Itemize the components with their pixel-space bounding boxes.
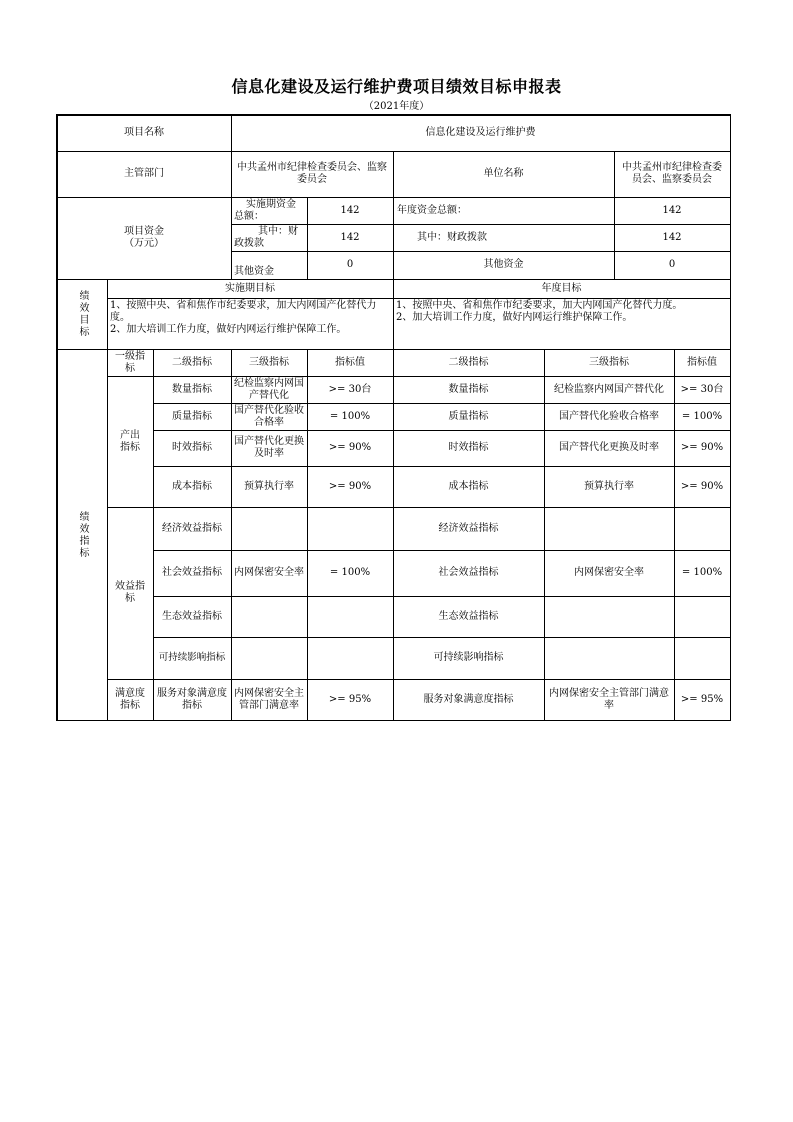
annual-fiscal-label: 其中：财政拨款 bbox=[417, 231, 487, 243]
row8-level3 bbox=[231, 637, 307, 679]
row4-value: >= 90% bbox=[328, 480, 372, 492]
border-v bbox=[307, 349, 308, 721]
period-goal-header: 实施期目标 bbox=[225, 282, 275, 294]
border-v bbox=[393, 279, 394, 721]
row3-level2-annual: 时效指标 bbox=[448, 442, 489, 453]
row8-value-annual bbox=[674, 637, 730, 679]
row7-level2: 生态效益指标 bbox=[162, 610, 222, 622]
row6-value-annual: = 100% bbox=[681, 567, 723, 578]
row5-level3-annual bbox=[544, 507, 674, 550]
row2-level2-annual: 质量指标 bbox=[448, 410, 489, 422]
page-title: 信息化建设及运行维护费项目绩效目标申报表 bbox=[231, 77, 562, 96]
row1-level3-annual: 纪检监察内网国产替代化 bbox=[554, 383, 664, 395]
border-h bbox=[153, 637, 730, 638]
period-fiscal-label: 其中：财政拨款 bbox=[234, 226, 298, 249]
header-level3-annual: 三级指标 bbox=[589, 356, 629, 368]
row8-level2-annual: 可持续影响指标 bbox=[433, 652, 504, 663]
border-h bbox=[107, 376, 730, 377]
row4-level3: 预算执行率 bbox=[244, 480, 294, 492]
period-fiscal-value: 142 bbox=[340, 231, 360, 243]
row1-value: >= 30台 bbox=[328, 383, 372, 395]
row6-level3: 内网保密安全率 bbox=[234, 567, 304, 578]
row3-level3: 国产替代化更换及时率 bbox=[234, 436, 304, 459]
row7-value-annual bbox=[674, 596, 730, 637]
header-level3: 三级指标 bbox=[249, 356, 289, 368]
border-v bbox=[614, 151, 615, 279]
row9-level3: 内网保密安全主管部门满意率 bbox=[234, 688, 304, 711]
border-h bbox=[153, 430, 730, 431]
output-indicators-label: 产出指标 bbox=[120, 429, 140, 453]
funds-label: 项目资金 （万元） bbox=[124, 226, 164, 249]
border-h bbox=[107, 679, 730, 680]
row1-level2-annual: 数量指标 bbox=[448, 383, 489, 395]
year-subtitle: （2021年度） bbox=[363, 101, 430, 112]
row1-level2: 数量指标 bbox=[172, 383, 212, 395]
period-total-label: 实施期资金总额： bbox=[234, 199, 296, 222]
row4-level3-annual: 预算执行率 bbox=[584, 480, 634, 492]
border-v bbox=[307, 197, 308, 279]
annual-goal-text: 1、按照中央、省和焦作市纪委要求，加大内网国产化替代力度。 2、加大培训工作力度，做好内网运行维护保障工作。 bbox=[396, 300, 683, 323]
border-h bbox=[153, 550, 730, 551]
annual-other-label: 其他资金 bbox=[483, 259, 524, 270]
row7-level2-annual: 生态效益指标 bbox=[438, 610, 499, 622]
header-value-annual: 指标值 bbox=[687, 356, 717, 368]
row5-value bbox=[307, 507, 393, 550]
row5-level3 bbox=[231, 507, 307, 550]
border-v bbox=[544, 349, 545, 721]
row9-level2: 服务对象满意度指标 bbox=[157, 688, 227, 711]
row1-level3: 纪检监察内网国产替代化 bbox=[234, 377, 304, 401]
row8-level3-annual bbox=[544, 637, 674, 679]
dept-value: 中共孟州市纪律检查委员会、监察委员会 bbox=[237, 162, 387, 185]
header-level2-annual: 二级指标 bbox=[448, 356, 489, 368]
border-h bbox=[153, 466, 730, 467]
annual-other-value: 0 bbox=[668, 259, 676, 270]
row3-value: >= 90% bbox=[328, 442, 372, 453]
row6-value: = 100% bbox=[329, 567, 371, 578]
annual-fiscal-value: 142 bbox=[662, 231, 682, 243]
row6-level3-annual: 内网保密安全率 bbox=[574, 567, 644, 578]
row7-level3-annual bbox=[544, 596, 674, 637]
dept-label: 主管部门 bbox=[124, 168, 164, 179]
row9-level3-annual: 内网保密安全主管部门满意率 bbox=[549, 688, 669, 711]
border-h bbox=[231, 251, 730, 252]
period-other-label: 其他资金 bbox=[234, 266, 274, 277]
row9-level2-annual: 服务对象满意度指标 bbox=[423, 694, 514, 705]
row3-level2: 时效指标 bbox=[172, 442, 212, 453]
border-h bbox=[107, 507, 730, 508]
row4-value-annual: >= 90% bbox=[680, 480, 724, 492]
row5-level2-annual: 经济效益指标 bbox=[438, 522, 499, 534]
border-h bbox=[153, 596, 730, 597]
annual-goal-header: 年度目标 bbox=[541, 282, 582, 294]
border-v bbox=[231, 115, 232, 279]
row2-value: = 100% bbox=[329, 410, 371, 422]
goals-label: 绩效目标 bbox=[77, 290, 88, 338]
header-level2: 二级指标 bbox=[172, 356, 212, 368]
indicators-label: 绩效指标 bbox=[77, 511, 88, 559]
project-name-value: 信息化建设及运行维护费 bbox=[425, 127, 536, 138]
row3-level3-annual: 国产替代化更换及时率 bbox=[559, 442, 659, 453]
row5-level2: 经济效益指标 bbox=[162, 522, 222, 534]
row5-value-annual bbox=[674, 507, 730, 550]
row8-level2: 可持续影响指标 bbox=[158, 652, 226, 663]
row8-value bbox=[307, 637, 393, 679]
row2-level2: 质量指标 bbox=[172, 410, 212, 422]
row9-value: >= 95% bbox=[328, 694, 372, 705]
benefit-indicators-label: 效益指标 bbox=[115, 581, 145, 604]
border-outer-left bbox=[56, 114, 58, 721]
row2-level3: 国产替代化验收合格率 bbox=[234, 404, 304, 428]
row6-level2: 社会效益指标 bbox=[162, 567, 222, 578]
row2-level3-annual: 国产替代化验收合格率 bbox=[559, 410, 659, 422]
row1-value-annual: >= 30台 bbox=[680, 383, 724, 395]
border-h bbox=[231, 224, 730, 225]
row4-level2: 成本指标 bbox=[172, 480, 212, 492]
annual-total-label: 年度资金总额： bbox=[397, 204, 467, 216]
satisfaction-indicators-label: 满意度指标 bbox=[115, 688, 145, 711]
period-other-value: 0 bbox=[346, 259, 354, 270]
row3-value-annual: >= 90% bbox=[680, 442, 724, 453]
period-goal-text: 1、按照中央、省和焦作市纪委要求，加大内网国产化替代力度。 2、加大培训工作力度，做好内网运行维护保障工作。 bbox=[110, 300, 377, 335]
header-level1: 一级指标 bbox=[115, 350, 145, 374]
unit-value: 中共孟州市纪律检查委员会、监察委员会 bbox=[622, 162, 722, 185]
border-outer-right bbox=[730, 114, 731, 721]
border-h bbox=[153, 403, 730, 404]
border-v bbox=[393, 151, 394, 279]
annual-total-value: 142 bbox=[662, 204, 682, 216]
unit-label: 单位名称 bbox=[483, 168, 524, 179]
row4-level2-annual: 成本指标 bbox=[448, 480, 489, 492]
row2-value-annual: = 100% bbox=[681, 410, 723, 422]
row7-value bbox=[307, 596, 393, 637]
row9-value-annual: >= 95% bbox=[680, 694, 724, 705]
period-total-value: 142 bbox=[340, 204, 360, 216]
project-name-label: 项目名称 bbox=[124, 127, 164, 138]
border-h bbox=[107, 298, 730, 299]
row7-level3 bbox=[231, 596, 307, 637]
border-v bbox=[231, 349, 232, 721]
border-outer-top bbox=[56, 114, 731, 116]
border-v bbox=[107, 279, 108, 721]
header-value: 指标值 bbox=[335, 356, 365, 368]
border-v bbox=[153, 349, 154, 721]
row6-level2-annual: 社会效益指标 bbox=[438, 567, 499, 578]
border-v bbox=[674, 349, 675, 721]
